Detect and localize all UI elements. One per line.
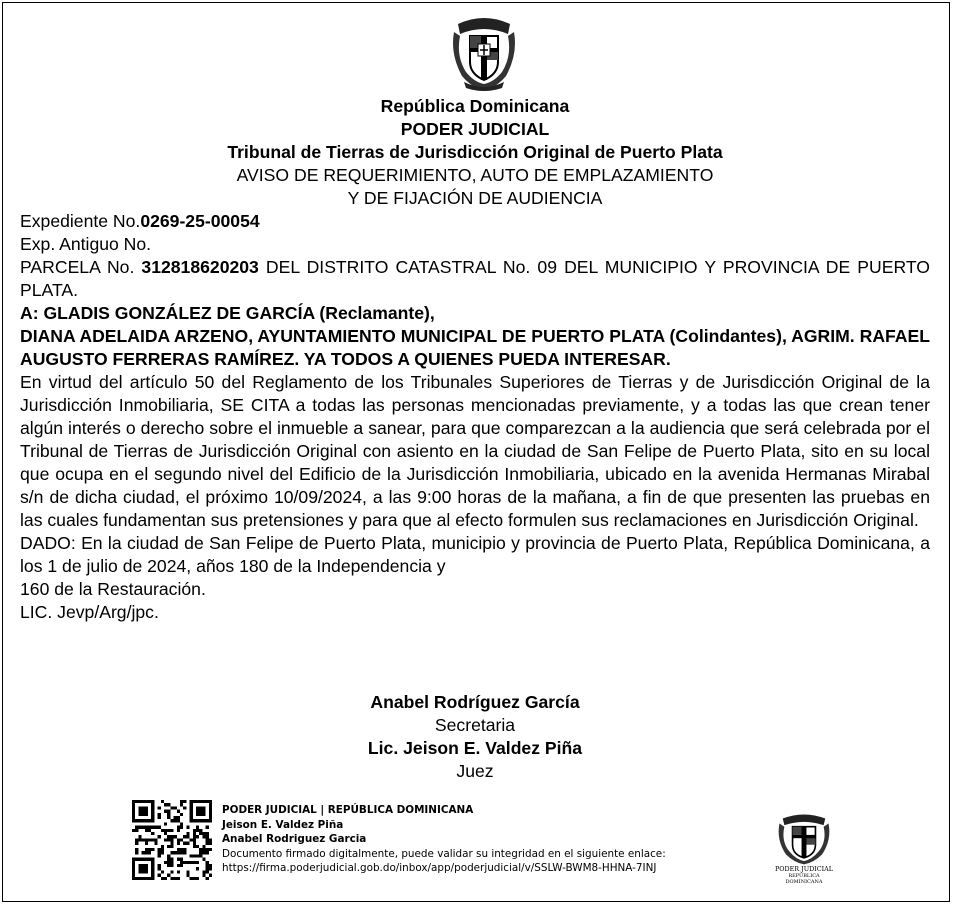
court-name: Tribunal de Tierras de Jurisdicción Original de Puerto Plata bbox=[227, 142, 723, 162]
parcela-description: DEL DISTRITO CATASTRAL No. 09 DEL MUNICIPIO Y PROVINCIA DE PUERTO PLATA. bbox=[20, 257, 930, 300]
seal-caption-2: REPÚBLICA DOMINICANA bbox=[785, 873, 823, 885]
digital-signature-footer bbox=[132, 800, 752, 884]
signature-block bbox=[20, 691, 930, 783]
footer-heading: PODER JUDICIAL | REPÚBLICA DOMINICANA bbox=[222, 804, 474, 816]
footer-text bbox=[222, 803, 666, 876]
expediente-number: 0269-25-00054 bbox=[140, 211, 260, 231]
signer-title-2: Juez bbox=[456, 761, 494, 781]
exp-antiguo-line: Exp. Antiguo No. bbox=[20, 234, 152, 254]
judicial-branch: PODER JUDICIAL bbox=[400, 119, 550, 139]
dado-restauracion: 160 de la Restauración. bbox=[20, 579, 206, 599]
country-name: República Dominicana bbox=[380, 96, 570, 116]
addressee-neighbors: DIANA ADELAIDA ARZENO, AYUNTAMIENTO MUNICIPAL DE PUERTO PLATA (Colindantes), AGRIM. RAFAEL AUGUSTO FERRERAS RAMÍREZ. YA TODOS A QUIENES PUEDA INTERESAR. bbox=[20, 326, 930, 369]
footer-note: Documento firmado digitalmente, puede validar su integridad en el siguiente enlace: bbox=[222, 847, 666, 860]
verification-link[interactable]: https://firma.poderjudicial.gob.do/inbox/app/poderjudicial/v/SSLW-BWM8-HHNA-7INJ bbox=[222, 862, 657, 874]
summons-paragraph: En virtud del artículo 50 del Reglamento de los Tribunales Superiores de Tierras y de Jurisdicción Original de la Jurisdicción Inmobiliaria, SE CITA a todas las personas mencionadas previamente, y a todas las que crean tener algún interés o derecho sobre el inmueble a sanear, para que comparezcan a la audiencia que será celebrada por el Tribunal de Tierras de Jurisdicción Original con asiento en la ciudad de San Felipe de Puerto Plata, sito en su local que ocupa en el segundo nivel del Edificio de la Jurisdicción Inmobiliaria, ubicado en la avenida Hermanas Mirabal s/n de dicha ciudad, el próximo 10/09/2024, a las 9:00 horas de la mañana, a fin de que presenten las pruebas en las cuales fundamentan sus pretensiones y para que al efecto formulen sus reclamaciones en Jurisdicción Original. bbox=[20, 372, 930, 530]
initials: LIC. Jevp/Arg/jpc. bbox=[20, 602, 159, 622]
signer-title-1: Secretaria bbox=[434, 715, 516, 735]
coat-of-arms-icon bbox=[448, 14, 520, 92]
parcela-paragraph bbox=[20, 256, 930, 302]
expediente-label: Expediente No. bbox=[20, 211, 141, 231]
dado-paragraph: DADO: En la ciudad de San Felipe de Puerto Plata, municipio y provincia de Puerto Plata, República Dominicana, a los 1 de julio de 2024, años 180 de la Independencia y bbox=[20, 533, 930, 576]
footer-signer-2: Anabel Rodriguez Garcia bbox=[222, 833, 367, 845]
notice-title-line2: Y DE FIJACIÓN DE AUDIENCIA bbox=[347, 188, 603, 208]
signer-name-1: Anabel Rodríguez García bbox=[370, 692, 580, 712]
notice-header bbox=[20, 95, 930, 210]
qr-code-icon bbox=[132, 800, 212, 880]
parcela-number: 312818620203 bbox=[141, 257, 259, 277]
notice-body bbox=[20, 210, 930, 624]
notice-title-line1: AVISO DE REQUERIMIENTO, AUTO DE EMPLAZAMIENTO bbox=[236, 165, 714, 185]
signer-name-2: Lic. Jeison E. Valdez Piña bbox=[367, 738, 583, 758]
addressee-claimant: A: GLADIS GONZÁLEZ DE GARCÍA (Reclamante), bbox=[20, 303, 435, 323]
seal-caption-1: PODER JUDICIAL bbox=[774, 865, 834, 873]
expediente-line bbox=[20, 210, 930, 233]
coat-of-arms-icon bbox=[774, 812, 834, 866]
footer-signer-1: Jeison E. Valdez Piña bbox=[222, 818, 344, 831]
parcela-label: PARCELA No. bbox=[20, 257, 142, 277]
bottom-seal bbox=[774, 812, 834, 885]
